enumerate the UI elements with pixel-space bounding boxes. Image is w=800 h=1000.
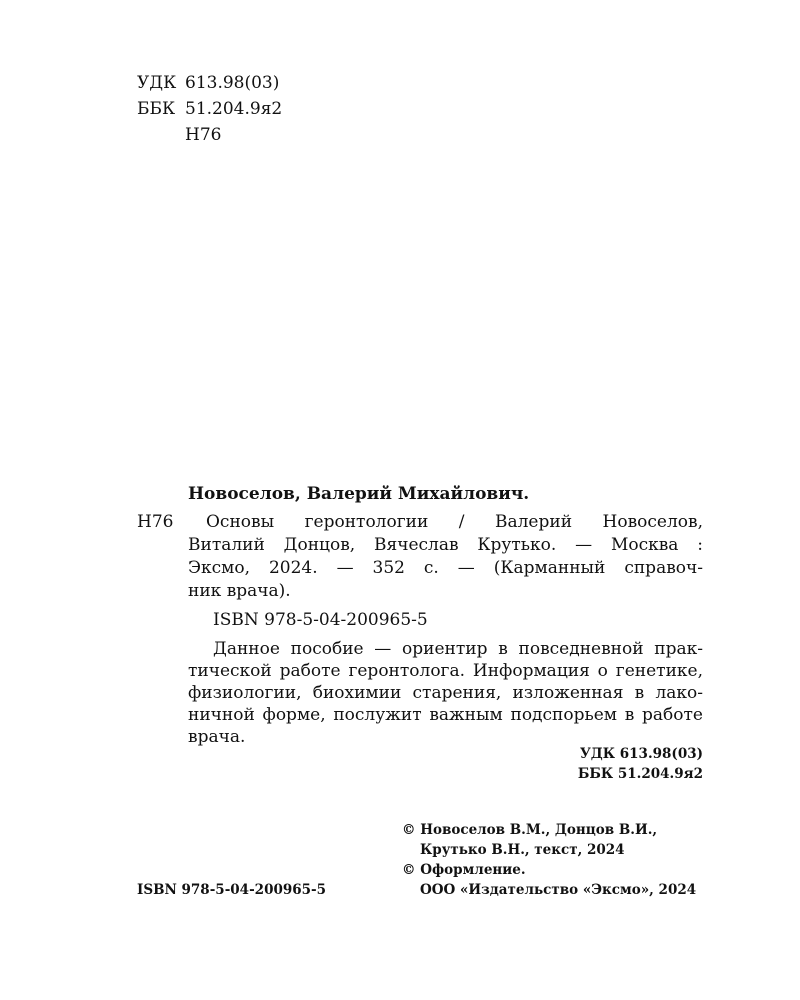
udk-value: 613.98(03) xyxy=(185,73,280,93)
annotation-line-2: тической работе геронтолога. Информация о генетике, xyxy=(188,661,703,681)
author-heading: Новоселов, Валерий Михайлович. xyxy=(188,484,530,504)
bbk-line xyxy=(137,96,282,122)
isbn-record: ISBN 978-5-04-200965-5 xyxy=(213,610,428,630)
author-mark-top: Н76 xyxy=(185,125,222,145)
copyright-line-1: © Новоселов В.М., Донцов В.И., xyxy=(402,822,658,838)
copyright-line-2: Крутько В.Н., текст, 2024 xyxy=(420,842,625,858)
annotation-line-5: врача. xyxy=(188,727,246,747)
copyright-line-4: ООО «Издательство «Эксмо», 2024 xyxy=(420,882,697,898)
footer-isbn: ISBN 978-5-04-200965-5 xyxy=(137,882,327,898)
annotation-line-4: ничной форме, послужит важным подспорьем в работе xyxy=(188,705,703,725)
bbk-value: 51.204.9я2 xyxy=(185,99,283,119)
copyright-line-3: © Оформление. xyxy=(402,862,526,878)
description-line-4: ник врача). xyxy=(188,581,291,601)
bbk-label: ББК xyxy=(137,99,176,119)
bbk-bottom: ББК 51.204.9я2 xyxy=(577,766,703,782)
annotation-line-3: физиологии, биохимии старения, изложенная в лако- xyxy=(188,683,703,703)
description-line-2: Виталий Донцов, Вячеслав Крутько. — Москва : xyxy=(188,535,703,555)
udk-bottom: УДК 613.98(03) xyxy=(579,746,703,762)
description-line-1: Основы геронтологии / Валерий Новоселов, xyxy=(206,512,703,532)
udk-line xyxy=(137,70,279,96)
udk-label: УДК xyxy=(137,73,177,93)
author-mark-record: Н76 xyxy=(137,512,174,532)
description-line-3: Эксмо, 2024. — 352 с. — (Карманный справоч- xyxy=(188,558,703,578)
annotation-line-1: Данное пособие — ориентир в повседневной прак- xyxy=(213,639,703,659)
